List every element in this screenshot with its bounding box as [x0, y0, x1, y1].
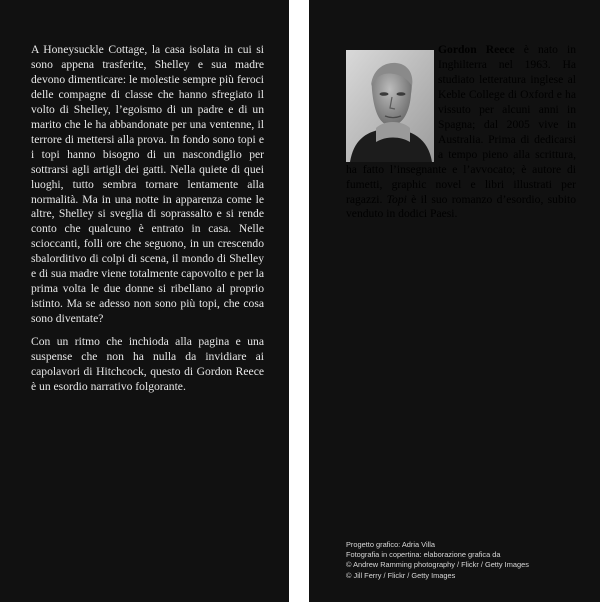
synopsis-text	[31, 43, 264, 403]
credit-photo-intro: Fotografia in copertina: elaborazione grafica da	[346, 550, 501, 560]
synopsis-paragraph-1: A Honeysuckle Cottage, la casa isolata in cui si sono appena trasferite, Shelley e sua madre devono dimenticare: le molestie sempre più feroci delle compagne di classe che hanno sfregiato il volto di Shelley, l’egoismo di un padre e di un marito che le ha abbandonate per una ventenne, il terrore di mettersi alla prova. In fondo sono topi e i topi hanno bisogno di un nascondiglio per sottrarsi agli artigli dei gatti. Nella quiete di quei luoghi, tutto sembra tornare lentamente alla normalità. Ma in una notte in apparenza come le altre, Shelley si sveglia di soprassalto e si rende conto che qualcuno è entrato in casa. Nelle scioccanti, folli ore che seguono, in un crescendo sbalorditivo di colpi di scena, il mondo di Shelley e di sua madre viene totalmente capovolto e per la prima volta le due donne si ribellano al proprio istinto. Ma se adesso non sono più topi, che cosa sono diventate?	[31, 43, 264, 326]
synopsis-paragraph-2: Con un ritmo che inchioda alla pagina e una suspense che non ha nulla da invidiare ai capolavori di Hitchcock, questo di Gordon Reece è un esordio narrativo folgorante.	[31, 335, 264, 393]
page-gutter	[289, 0, 309, 602]
credits	[346, 540, 586, 581]
credit-design: Progetto grafico: Adria Villa	[346, 540, 436, 549]
author-bio	[346, 43, 576, 222]
portrait-spacer	[346, 43, 438, 161]
bio-text-part2: è il suo romanzo d’esordio, subito venduto in dodici Paesi.	[346, 192, 576, 221]
left-flap	[0, 0, 289, 602]
author-name: Gordon Reece	[438, 43, 515, 56]
credit-photo-2: © Jill Ferry / Flickr / Getty Images	[346, 570, 456, 580]
book-title: Topi	[386, 192, 407, 206]
credit-photo-1: © Andrew Ramming photography / Flickr / Getty Images	[346, 560, 529, 570]
bio-text-part1: è nato in Inghilterra nel 1963. Ha studiato letteratura inglese al Keble College di Oxford e ha vissuto per alcuni anni in Spagna; dal 2005 vive in Australia. Prima di dedicarsi a tempo pieno alla scrittura, ha fatto l’insegnante e l’avvocato; è autore di fumetti, graphic novel e libri illustrati per ragazzi.	[346, 43, 576, 206]
